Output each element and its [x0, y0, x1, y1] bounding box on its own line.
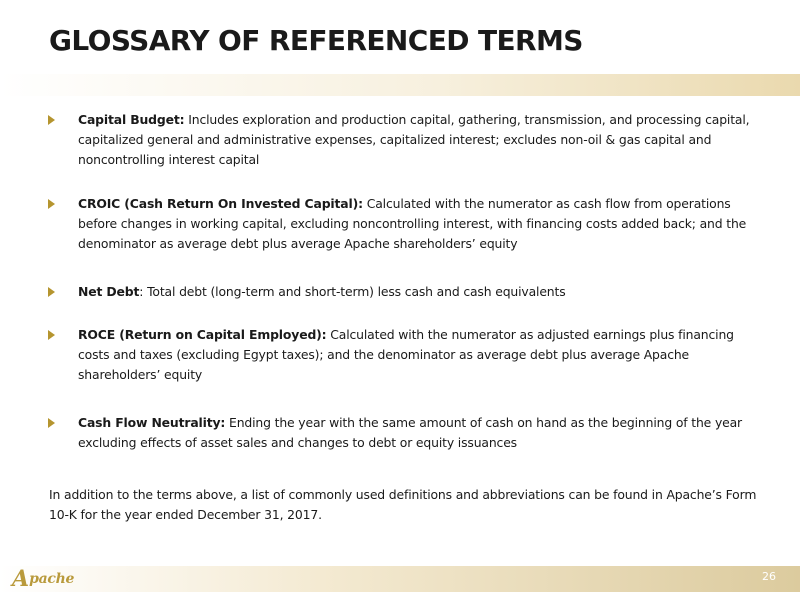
term-name: Net Debt: [78, 284, 140, 299]
term-name: ROCE (Return on Capital Employed):: [78, 327, 327, 342]
logo-initial: A: [12, 566, 30, 592]
term-definition: Ending the year with the same amount of cash on hand as the beginning of the year excluding effects of asset sales and changes to debt or equity issuances: [78, 415, 742, 450]
slide-title: GLOSSARY OF REFERENCED TERMS: [49, 24, 583, 57]
logo-text: pache: [29, 571, 75, 587]
triangle-bullet-icon: [48, 287, 55, 297]
page-number: 26: [762, 570, 776, 583]
term-definition: Calculated with the numerator as cash flow from operations before changes in working capital, excluding noncontrolling interest, with financing costs added back; and the denominator as average debt plus average Apache shareholders’ equity: [78, 196, 747, 251]
footer-band: [0, 566, 800, 592]
glossary-item-net-debt: [78, 282, 758, 302]
triangle-bullet-icon: [48, 330, 55, 340]
term-name: Cash Flow Neutrality:: [78, 415, 226, 430]
triangle-bullet-icon: [48, 115, 55, 125]
term-definition: Includes exploration and production capital, gathering, transmission, and processing capital, capitalized general and administrative expenses, capitalized interest; excludes non-oil & gas capital and noncontrolling interest capital: [78, 112, 750, 167]
glossary-item-roce: [78, 325, 758, 385]
glossary-item-cash-flow-neutrality: [78, 413, 758, 453]
term-name: CROIC (Cash Return On Invested Capital):: [78, 196, 363, 211]
term-name: Capital Budget:: [78, 112, 185, 127]
term-definition: : Total debt (long-term and short-term) less cash and cash equivalents: [139, 284, 566, 299]
glossary-item-capital-budget: [78, 110, 758, 170]
triangle-bullet-icon: [48, 199, 55, 209]
term-definition: Calculated with the numerator as adjusted earnings plus financing costs and taxes (excluding Egypt taxes); and the denominator as average debt plus average Apache shareholders’ equity: [78, 327, 734, 382]
apache-logo: [12, 566, 74, 592]
glossary-item-croic: [78, 194, 758, 254]
triangle-bullet-icon: [48, 418, 55, 428]
footnote: In addition to the terms above, a list of commonly used definitions and abbreviations can be found in Apache’s Form 10-K for the year ended December 31, 2017.: [49, 487, 757, 522]
